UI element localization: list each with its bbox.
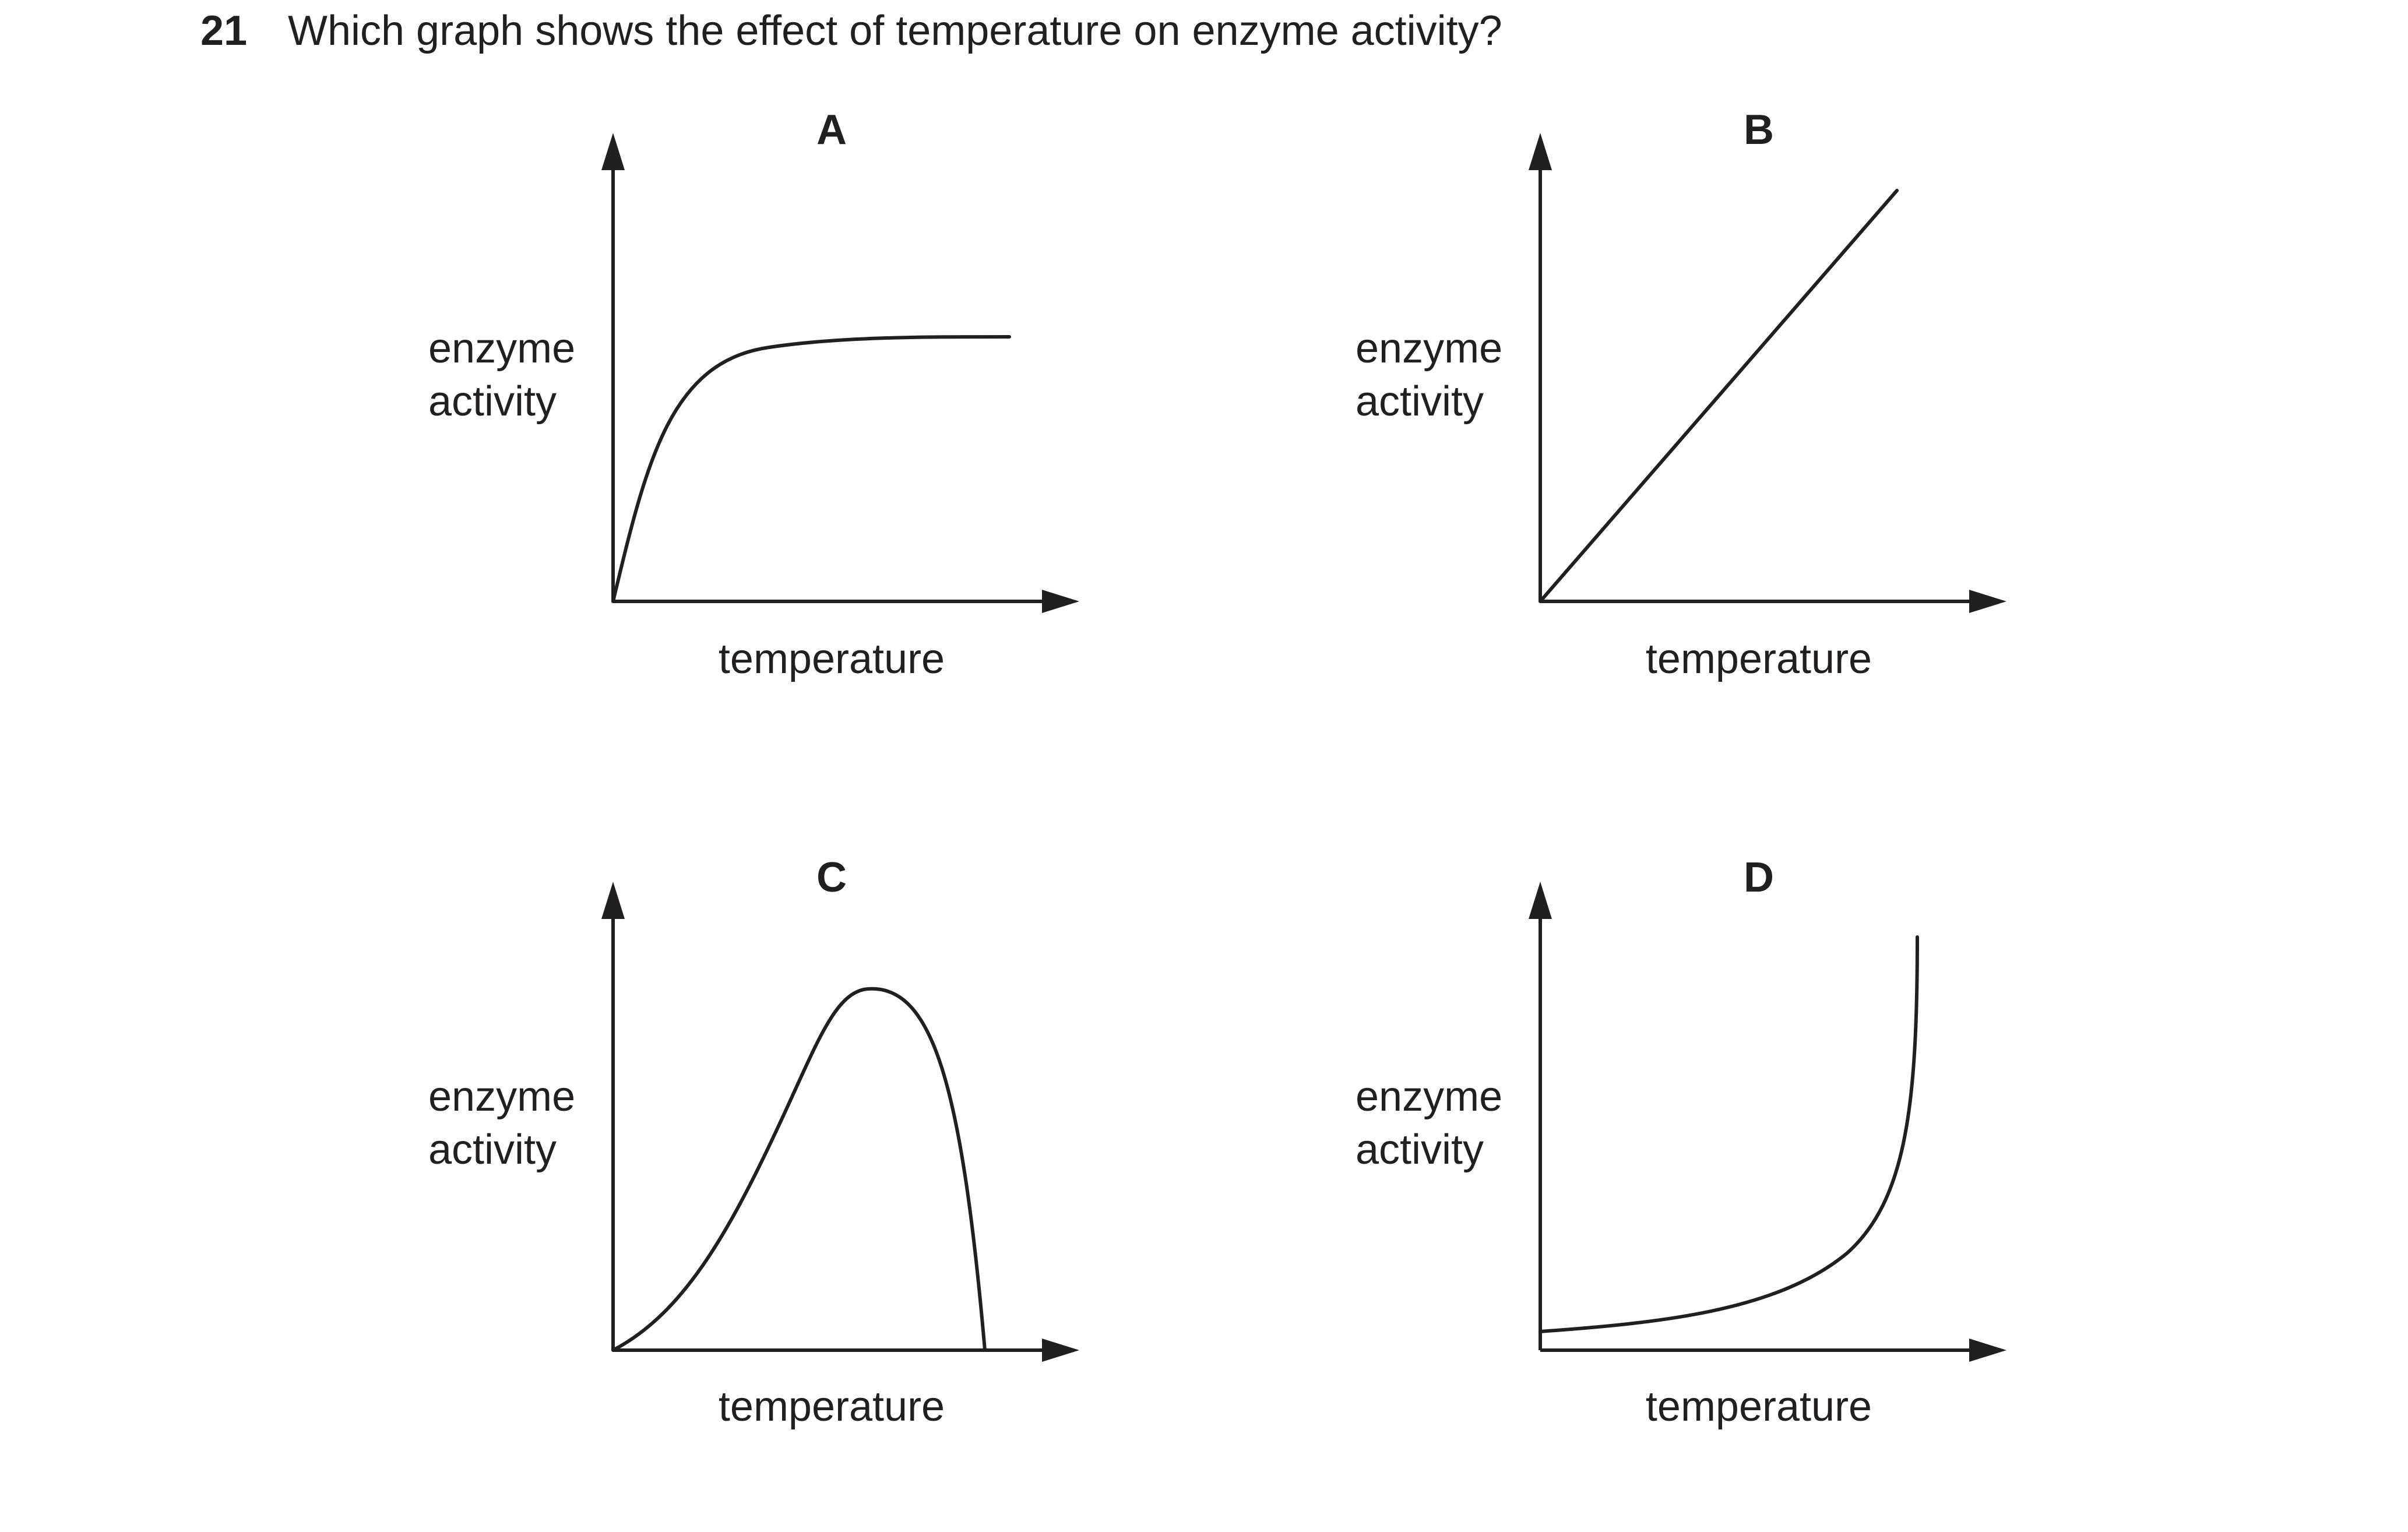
graph-option-d[interactable] bbox=[1356, 854, 2006, 1430]
y-axis-label-line2: activity bbox=[428, 1126, 557, 1173]
option-letter: D bbox=[1744, 854, 1774, 901]
option-letter: B bbox=[1744, 107, 1774, 153]
y-axis-label-line2: activity bbox=[1356, 378, 1484, 425]
curve-plateau bbox=[613, 337, 1009, 601]
y-axis-arrow-icon bbox=[601, 882, 625, 919]
question-text: Which graph shows the effect of temperature on enzyme activity? bbox=[288, 8, 1502, 54]
option-letter: C bbox=[816, 854, 847, 901]
y-axis-label-line2: activity bbox=[1356, 1126, 1484, 1173]
y-axis-label-line1: enzyme bbox=[1356, 325, 1503, 372]
curve-exponential bbox=[1540, 937, 1917, 1332]
y-axis-label-line2: activity bbox=[428, 378, 557, 425]
y-axis-label-line1: enzyme bbox=[428, 325, 576, 372]
x-axis-label: temperature bbox=[718, 1383, 945, 1430]
graph-option-a[interactable] bbox=[428, 107, 1079, 682]
graph-option-b[interactable] bbox=[1356, 107, 2006, 682]
x-axis-arrow-icon bbox=[1042, 590, 1079, 613]
x-axis-arrow-icon bbox=[1969, 590, 2006, 613]
y-axis-label-line1: enzyme bbox=[1356, 1073, 1503, 1120]
y-axis-arrow-icon bbox=[1529, 882, 1552, 919]
y-axis-arrow-icon bbox=[1529, 133, 1552, 170]
x-axis-arrow-icon bbox=[1042, 1339, 1079, 1362]
curve-linear bbox=[1540, 191, 1897, 601]
x-axis-label: temperature bbox=[1645, 1383, 1872, 1430]
x-axis-arrow-icon bbox=[1969, 1339, 2006, 1362]
option-letter: A bbox=[816, 107, 847, 153]
question-number: 21 bbox=[200, 8, 248, 54]
x-axis-label: temperature bbox=[1645, 636, 1872, 682]
graph-option-c[interactable] bbox=[428, 854, 1079, 1430]
curve-peak bbox=[613, 989, 985, 1350]
y-axis-label-line1: enzyme bbox=[428, 1073, 576, 1120]
y-axis-arrow-icon bbox=[601, 133, 625, 170]
x-axis-label: temperature bbox=[718, 636, 945, 682]
